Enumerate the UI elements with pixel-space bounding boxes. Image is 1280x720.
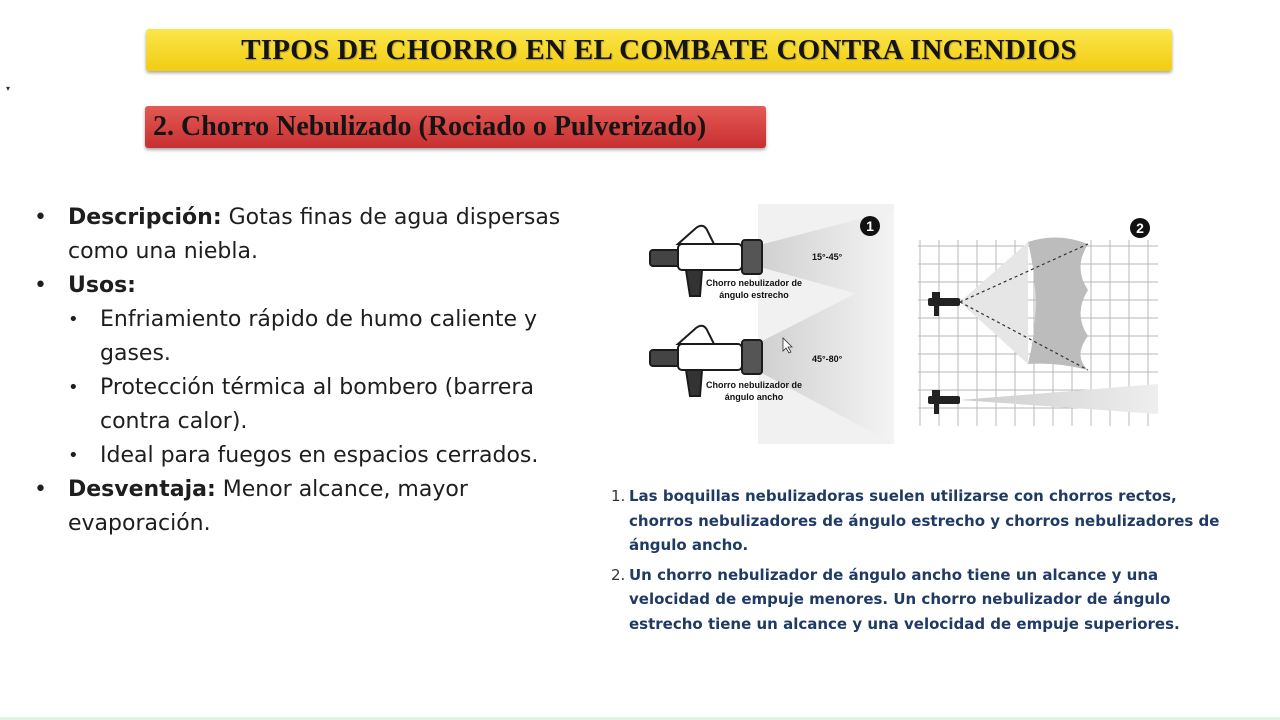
desventaja-text: Menor alcance, mayor evaporación. xyxy=(68,477,468,536)
panel-2 xyxy=(918,218,1158,426)
stray-mark: ▾ xyxy=(6,84,11,93)
note-item xyxy=(611,563,1231,637)
panel-1-number: 1 xyxy=(866,218,874,234)
panel-1 xyxy=(650,204,894,444)
note-item xyxy=(611,484,1231,558)
narrow-nozzle-label-line2: ángulo estrecho xyxy=(719,290,789,300)
bullet-usos xyxy=(34,269,574,303)
slide-title-banner xyxy=(146,29,1172,71)
slide-title: TIPOS DE CHORRO EN EL COMBATE CONTRA INCENDIOS xyxy=(241,33,1077,66)
note-number: 1. xyxy=(611,487,626,505)
note-number: 2. xyxy=(611,565,626,584)
descripcion-text: Gotas finas de agua dispersas como una niebla. xyxy=(68,205,561,264)
nozzle-icon xyxy=(928,292,960,316)
bullet-list xyxy=(34,201,574,541)
usos-item: • Ideal para fuegos en espacios cerrados. xyxy=(34,439,574,473)
panel-2-number: 2 xyxy=(1136,220,1144,236)
wide-fog-pattern xyxy=(960,242,1028,364)
descripcion-label: Descripción: xyxy=(68,205,222,230)
nozzle-spray-illustration xyxy=(648,204,1160,444)
angle-narrow-label: 15°-45° xyxy=(812,252,843,262)
bullet-descripcion xyxy=(34,201,574,269)
usos-label: Usos: xyxy=(68,273,136,298)
nozzle-icon xyxy=(928,390,960,414)
fog-cloud xyxy=(1028,237,1088,370)
narrow-nozzle-label-line1: Chorro nebulizador de xyxy=(705,278,803,288)
bullet-desventaja xyxy=(34,473,574,541)
usos-item: • Enfriamiento rápido de humo caliente y gases. xyxy=(34,303,574,371)
straight-stream xyxy=(960,384,1158,414)
note-text: Un chorro nebulizador de ángulo ancho tiene un alcance y una velocidad de empuje menores. Un chorro nebulizador de ángulo estrecho tiene un alcance y una velocidad de empuje superiores. xyxy=(629,565,1180,633)
wide-nozzle-label-line1: Chorro nebulizador de xyxy=(705,380,803,390)
desventaja-label: Desventaja: xyxy=(68,477,216,502)
section-subtitle: 2. Chorro Nebulizado (Rociado o Pulverizado) xyxy=(153,111,707,142)
usos-item: • Protección térmica al bombero (barrera contra calor). xyxy=(34,371,574,439)
nozzle-diagram xyxy=(648,204,1160,444)
wide-nozzle-label-line2: ángulo ancho xyxy=(724,392,784,402)
numbered-notes xyxy=(611,484,1231,641)
section-subtitle-banner xyxy=(145,106,766,148)
angle-wide-label: 45°-80° xyxy=(812,354,843,364)
note-text: Las boquillas nebulizadoras suelen utilizarse con chorros rectos, chorros nebulizadores de ángulo estrecho y chorros nebulizadores de ángulo ancho. xyxy=(629,487,1220,554)
